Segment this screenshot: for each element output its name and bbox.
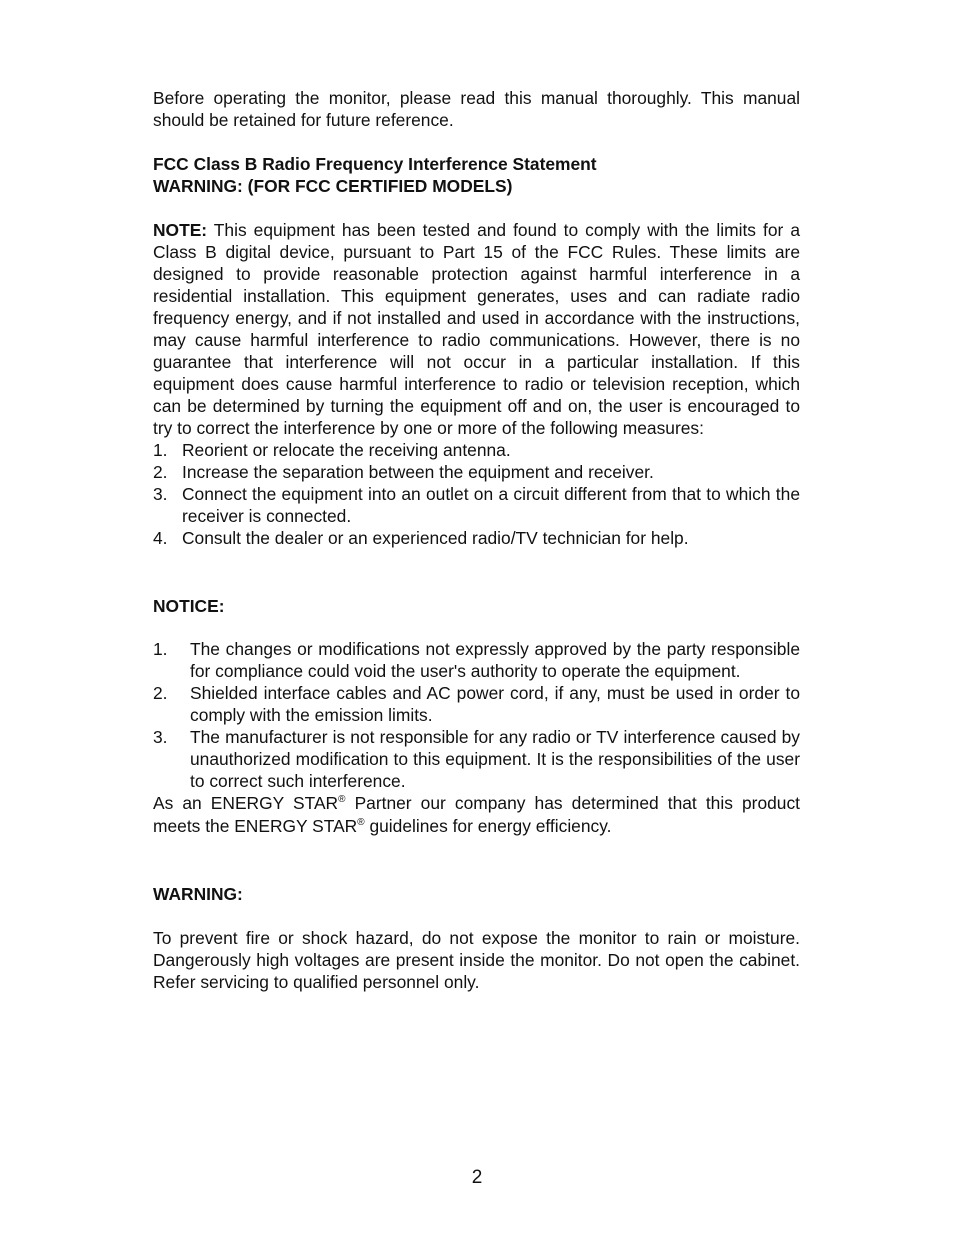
list-item-number: 3. xyxy=(153,727,168,747)
energy-text-2: Partner our company has determined that this product meets the ENERGY STAR xyxy=(153,793,800,836)
list-item xyxy=(153,682,800,726)
fcc-note-paragraph xyxy=(153,219,800,439)
list-item xyxy=(153,527,800,549)
registered-mark: ® xyxy=(338,794,346,805)
list-item xyxy=(153,726,800,792)
energy-text-3: guidelines for energy efficiency. xyxy=(364,816,612,836)
note-text: This equipment has been tested and found to comply with the limits for a Class B digital device, pursuant to Part 15 of the FCC Rules. These limits are designed to provide reasonable protection against harmful interference in a residential installation. This equipment generates, uses and can radiate radio frequency energy, and if not installed and used in accordance with the instructions, may cause harmful interference to radio communications. However, there is no guarantee that interference will not occur in a particular installation. If this equipment does cause harmful interference to radio or television reception, which can be determined by turning the equipment off and on, the user is encouraged to try to correct the interference by one or more of the following measures: xyxy=(153,220,800,438)
list-item xyxy=(153,461,800,483)
list-item xyxy=(153,638,800,682)
list-item-number: 3. xyxy=(153,484,168,504)
list-item-number: 1. xyxy=(153,639,168,659)
list-item xyxy=(153,483,800,527)
notice-heading: NOTICE: xyxy=(153,596,225,616)
energy-text-1: As an ENERGY STAR xyxy=(153,793,339,813)
list-item-text: Increase the separation between the equipment and receiver. xyxy=(182,462,654,482)
list-item-number: 2. xyxy=(153,683,168,703)
intro-paragraph: Before operating the monitor, please read this manual thoroughly. This manual should be retained for future reference. xyxy=(153,88,800,130)
list-item-number: 4. xyxy=(153,528,168,548)
list-item-text: Reorient or relocate the receiving antenna. xyxy=(182,440,511,460)
page-number: 2 xyxy=(471,1167,483,1188)
energy-star-paragraph xyxy=(153,792,800,838)
fcc-measures-list xyxy=(153,439,800,549)
manual-page xyxy=(153,87,800,993)
notice-list xyxy=(153,638,800,792)
list-item xyxy=(153,439,800,461)
list-item-text: Connect the equipment into an outlet on a circuit different from that to which the receiver is connected. xyxy=(182,484,800,526)
note-label: NOTE: xyxy=(153,220,208,240)
fcc-heading: FCC Class B Radio Frequency Interference Statement xyxy=(153,154,597,174)
list-item-text: The changes or modifications not expressly approved by the party responsible for compliance could void the user's authority to operate the equipment. xyxy=(190,639,800,681)
list-item-text: Shielded interface cables and AC power cord, if any, must be used in order to comply with the emission limits. xyxy=(190,683,800,725)
list-item-text: The manufacturer is not responsible for any radio or TV interference caused by unauthorized modification to this equipment. It is the responsibilities of the user to correct such interference. xyxy=(190,727,800,791)
registered-mark: ® xyxy=(357,817,365,828)
list-item-number: 2. xyxy=(153,462,168,482)
list-item-number: 1. xyxy=(153,440,168,460)
warning-paragraph: To prevent fire or shock hazard, do not expose the monitor to rain or moisture. Dangerously high voltages are present inside the monitor. Do not open the cabinet. Refer servicing to qualified personnel only. xyxy=(153,928,800,992)
warning-heading: WARNING: xyxy=(153,884,243,904)
list-item-text: Consult the dealer or an experienced radio/TV technician for help. xyxy=(182,528,689,548)
fcc-warning-heading: WARNING: (FOR FCC CERTIFIED MODELS) xyxy=(153,176,513,196)
